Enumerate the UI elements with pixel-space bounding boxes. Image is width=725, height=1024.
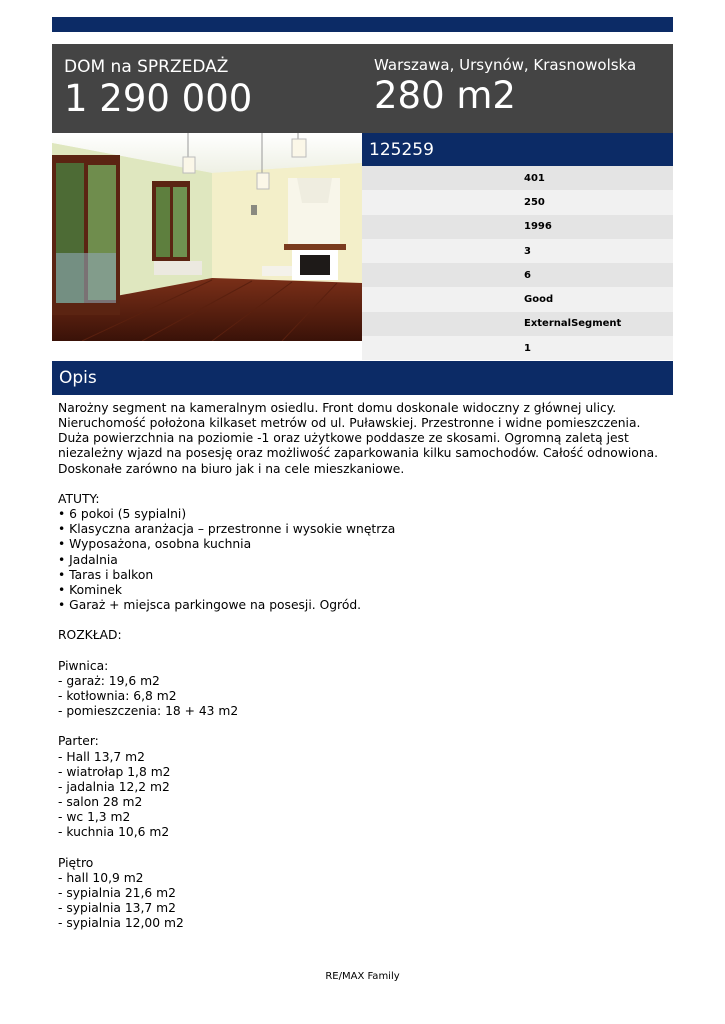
attribute-value: 1: [524, 342, 531, 354]
attribute-value: 1996: [524, 221, 552, 233]
attribute-value: 6: [524, 269, 531, 281]
attribute-value: 401: [524, 172, 545, 184]
attribute-row: [362, 166, 673, 190]
attributes-table: [362, 166, 673, 360]
attribute-value: Good: [524, 294, 554, 306]
attribute-value: 250: [524, 196, 545, 208]
description-text: Narożny segment na kameralnym osiedlu. Front domu doskonale widoczny z głównej ulicy. Nieruchomość położona kilkaset metrów od ul. Puławskiej. Przestronne i widne pomieszczenia. Duża powierzchnia na poziomie -1 oraz użytkowe poddasze ze skosami. Ogromną zaletą jest niezależny wjazd na posesję oraz możliwość zaparkowania kilku samochodów. Całość odnowiona. Doskonałe zarówno na biuro jak i na cele mieszkaniowe. ATUTY: • 6 pokoi (5 sypialni) • Klasyczna aranżacja – przestronne i wysokie wnętrza • Wyposażona, osobna kuchnia • Jadalnia • Taras i balkon • Kominek • Garaż + miejsca parkingowe na posesji. Ogród. ROZKŁAD: Piwnica: - garaż: 19,6 m2 - kotłownia: 6,8 m2 - pomieszczenia: 18 + 43 m2 Parter: - Hall 13,7 m2 - wiatrołap 1,8 m2 - jadalnia 12,2 m2 - salon 28 m2 - wc 1,3 m2 - kuchnia 10,6 m2 Piętro - hall 10,9 m2 - sypialnia 21,6 m2 - sypialnia 13,7 m2 - sypialnia 12,00 m2: [58, 401, 659, 931]
footer-agency: RE/MAX Family: [325, 971, 400, 982]
attribute-value: 3: [524, 245, 531, 257]
attribute-value: ExternalSegment: [524, 318, 622, 330]
listing-id-bar: [362, 133, 673, 166]
listing-id: 125259: [369, 140, 434, 160]
property-type: DOM na SPRZEDAŻ: [64, 57, 229, 77]
attribute-row: [362, 190, 673, 214]
attribute-row: [362, 239, 673, 263]
location: Warszawa, Ursynów, Krasnowolska: [374, 56, 637, 74]
attribute-row: [362, 215, 673, 239]
attribute-row: [362, 287, 673, 311]
living-room-image: [52, 133, 362, 341]
area: 280 m2: [374, 74, 516, 117]
attribute-row: [362, 263, 673, 287]
description-header: [52, 361, 673, 395]
listing-header: [52, 44, 673, 133]
property-photo: [52, 133, 362, 341]
price: 1 290 000: [64, 77, 253, 120]
attribute-row: [362, 336, 673, 360]
description-title: Opis: [59, 368, 97, 388]
top-accent-bar: [52, 17, 673, 32]
attribute-row: [362, 312, 673, 336]
